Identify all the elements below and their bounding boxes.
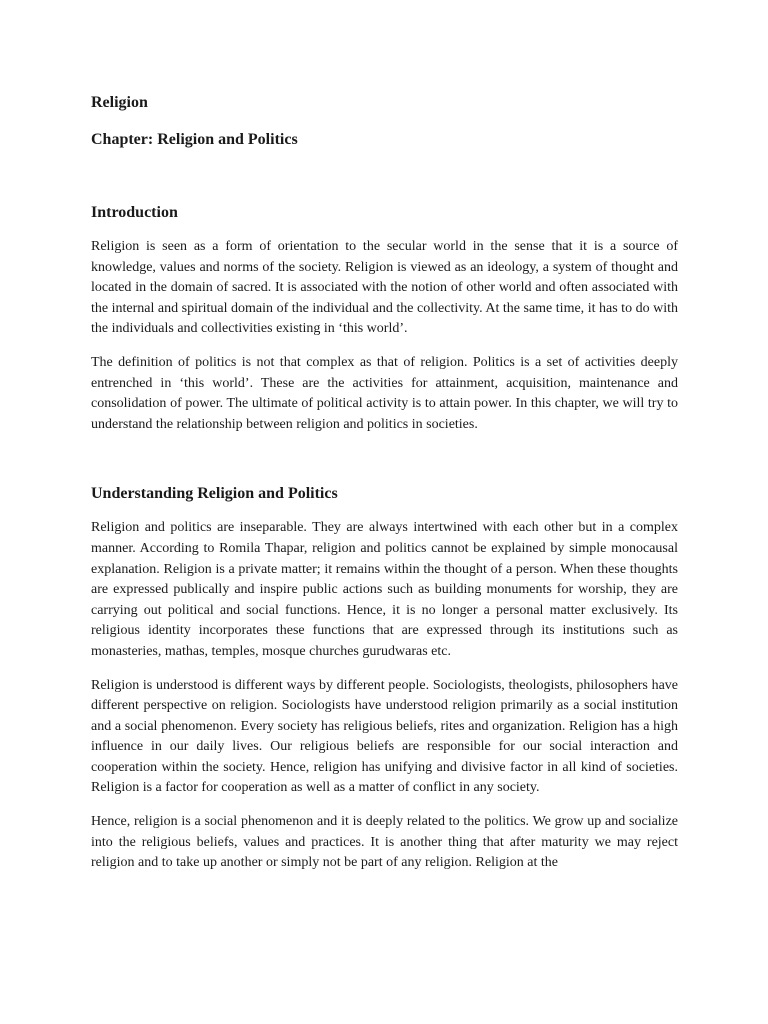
paragraph: Hence, religion is a social phenomenon and it is deeply related to the politics. We grow up and socialize into the religious beliefs, values and practices. It is another thing that after maturity we may reject religion and to take up another or simply not be part of any religion. Religion at the bbox=[91, 814, 678, 871]
document-title: Religion bbox=[91, 94, 148, 111]
chapter-title: Chapter: Religion and Politics bbox=[91, 131, 298, 148]
paragraph: Religion is seen as a form of orientation to the secular world in the sense that it is a source of knowledge, values and norms of the society. Religion is viewed as an ideology, a system of thought and located in the domain of sacred. It is associated with the notion of other world and often associated with the internal and spiritual domain of the individual and the collectivity. At the same time, it has to do with the individuals and collectivities existing in ‘this world’. bbox=[91, 239, 678, 337]
paragraph: Religion and politics are inseparable. They are always intertwined with each other but in a complex manner. According to Romila Thapar, religion and politics cannot be explained by simple monocausal explanation. Religion is a private matter; it remains within the thought of a person. When these thoughts are expressed publically and inspire public actions such as building monuments for worship, they are carrying out political and social functions. Hence, it is no longer a personal matter exclusively. Its religious identity incorporates these functions that are expressed through its institutions such as monasteries, mathas, temples, mosque churches gurudwaras etc. bbox=[91, 520, 678, 659]
paragraph: The definition of politics is not that complex as that of religion. Politics is a set of activities deeply entrenched in ‘this world’. These are the activities for attainment, acquisition, maintenance and consolidation of power. The ultimate of political activity is to attain power. In this chapter, we will try to understand the relationship between religion and politics in societies. bbox=[91, 354, 678, 432]
section-heading-introduction: Introduction bbox=[91, 204, 178, 221]
section-heading-understanding: Understanding Religion and Politics bbox=[91, 485, 338, 503]
paragraph: Religion is understood is different ways by different people. Sociologists, theologists, philosophers have different perspective on religion. Sociologists have understood religion primarily as a social institution and a social phenomenon. Every society has religious beliefs, rites and organization. Religion has a high influence in our daily lives. Our religious beliefs are responsible for our social interaction and cooperation within the society. Hence, religion has unifying and divisive factor in all kind of societies. Religion is a factor for cooperation as well as a matter of conflict in any society. bbox=[91, 677, 678, 796]
document-page bbox=[91, 92, 678, 874]
